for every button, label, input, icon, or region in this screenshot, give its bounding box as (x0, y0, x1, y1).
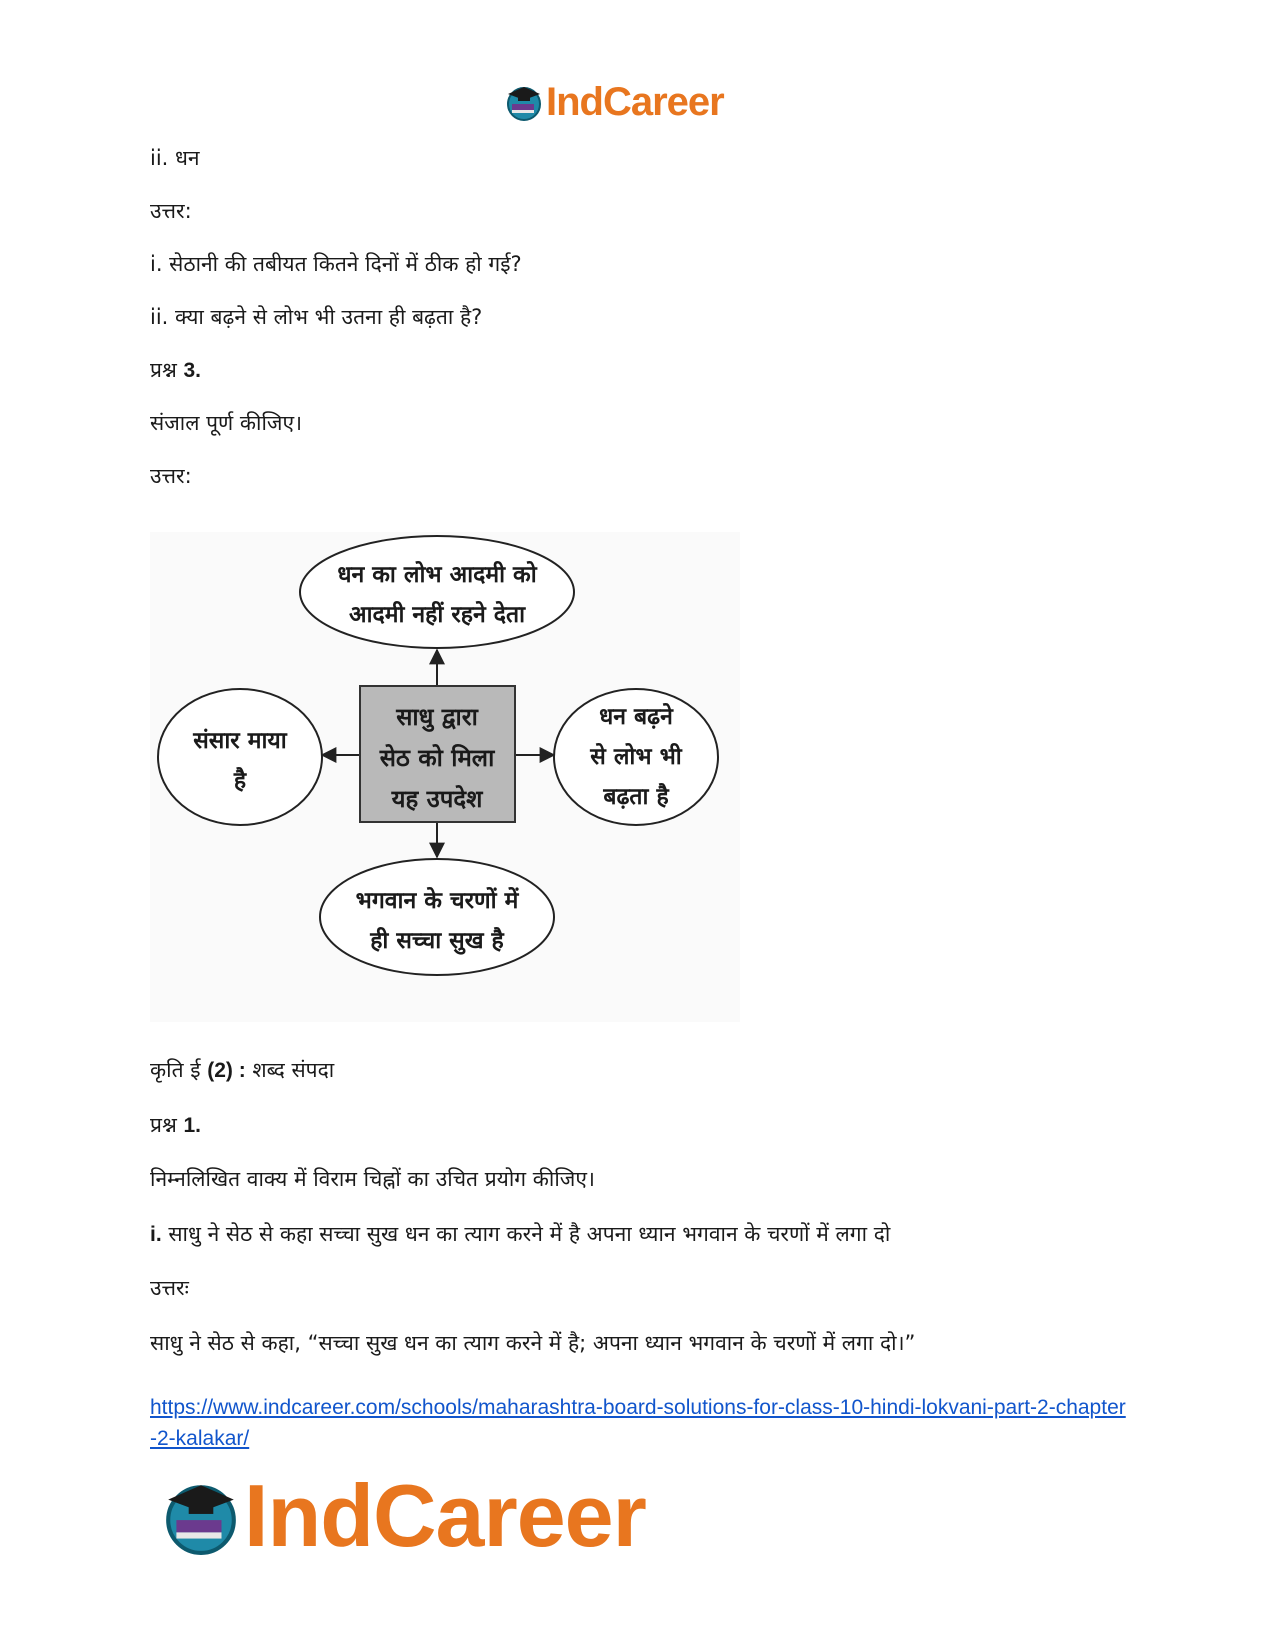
top-ellipse (300, 536, 574, 648)
top-text: आदमी नहीं रहने देता (348, 602, 526, 628)
question-word: प्रश्न (150, 1113, 184, 1137)
text-line: निम्नलिखित वाक्य में विराम चिह्नों का उचित प्रयोग कीजिए। (150, 1167, 595, 1191)
question-word: प्रश्न (150, 358, 184, 382)
section-title: शब्द संपदा (245, 1058, 335, 1082)
concept-web-diagram (150, 532, 740, 1022)
center-text: यह उपदेश (391, 785, 483, 813)
item-number: i. (150, 1223, 162, 1246)
left-text: संसार माया (193, 728, 287, 754)
question-number: 3. (183, 359, 201, 382)
question-number: 1. (183, 1114, 201, 1137)
top-text: धन का लोभ आदमी को (337, 562, 537, 588)
graduation-globe-icon (160, 1475, 242, 1557)
right-text: बढ़ता है (603, 784, 669, 810)
text-line: संजाल पूर्ण कीजिए। (150, 411, 303, 435)
brand-wordmark: IndCareer (546, 80, 724, 124)
left-text: है (233, 768, 247, 794)
graduation-globe-icon (504, 82, 544, 122)
answer-label: उत्तर: (150, 199, 192, 223)
item-text: साधु ने सेठ से कहा सच्चा सुख धन का त्याग करने में है अपना ध्यान भगवान के चरणों में लगा दो (161, 1222, 891, 1246)
header-logo (504, 78, 724, 126)
center-text: सेठ को मिला (379, 744, 495, 772)
bottom-text: भगवान के चरणों में (355, 888, 519, 914)
text-line: ii. क्या बढ़ने से लोभ भी उतना ही बढ़ता है? (150, 305, 483, 329)
text-line (150, 1219, 890, 1250)
right-text: से लोभ भी (590, 744, 682, 770)
text-line: ii. धन (150, 146, 200, 170)
bottom-text: ही सच्चा सुख है (370, 928, 504, 954)
section-number: (2) : (207, 1059, 246, 1082)
question-heading (150, 1110, 201, 1141)
answer-text: साधु ने सेठ से कहा, “सच्चा सुख धन का त्याग करने में है; अपना ध्यान भगवान के चरणों में लगा दो।” (150, 1331, 916, 1355)
answer-label: उत्तर: (150, 464, 192, 488)
footer-logo (160, 1466, 646, 1566)
brand-wordmark: IndCareer (244, 1466, 646, 1565)
bottom-ellipse (320, 859, 554, 975)
question-heading (150, 355, 201, 386)
section-prefix: कृति ई (150, 1058, 208, 1082)
source-link[interactable]: https://www.indcareer.com/schools/maharashtra-board-solutions-for-class-10-hindi-lokvani-part-2-chapter-2-kalakar/ (150, 1396, 1126, 1450)
answer-label: उत्तरः (150, 1276, 189, 1300)
section-heading (150, 1055, 334, 1086)
center-text: साधु द्वारा (396, 703, 478, 731)
text-line: i. सेठानी की तबीयत कितने दिनों में ठीक हो गई? (150, 252, 522, 276)
right-text: धन बढ़ने (599, 704, 673, 730)
left-ellipse (158, 689, 322, 825)
